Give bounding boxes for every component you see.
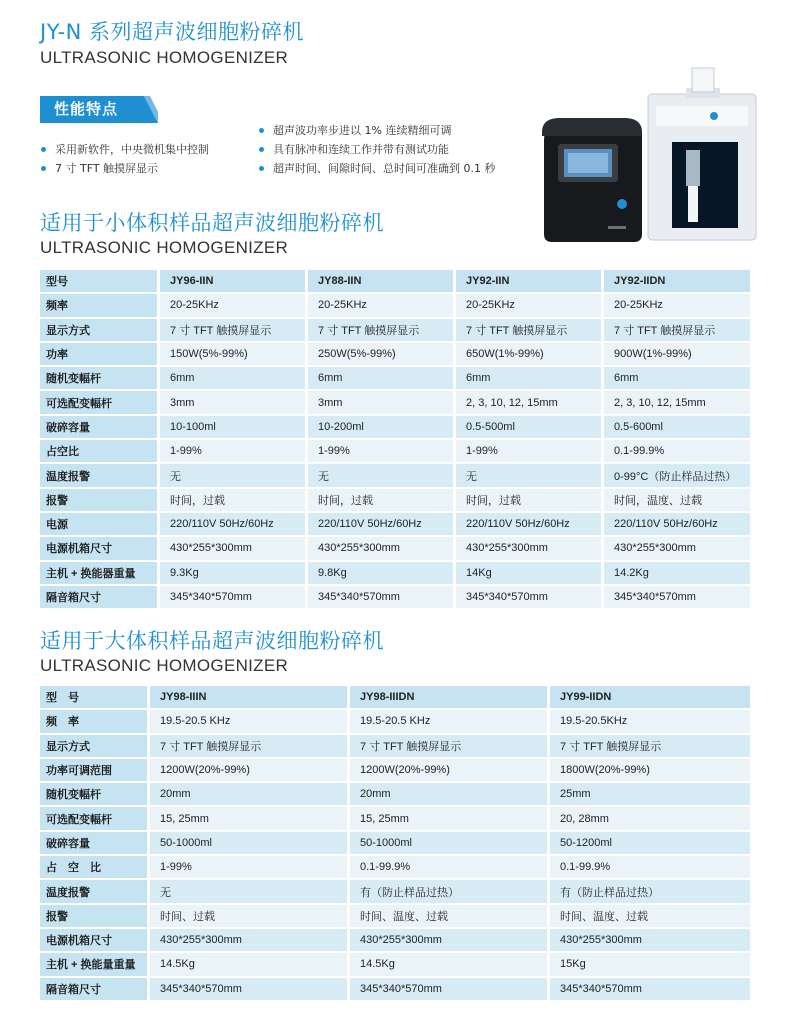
- model-name: JY96-IIN: [160, 270, 308, 294]
- table-cell: 20-25KHz: [456, 294, 604, 318]
- table-row: [40, 464, 753, 488]
- table-cell: 时间，过载: [308, 489, 456, 513]
- table-cell: 14.5Kg: [150, 953, 350, 977]
- table-cell: 有（防止样品过热）: [550, 880, 753, 904]
- table-cell: 900W(1%-99%): [604, 343, 753, 367]
- table-row: [40, 735, 753, 759]
- row-label: 电源: [40, 513, 160, 537]
- row-label: 占 空 比: [40, 856, 150, 880]
- row-label: 报警: [40, 905, 150, 929]
- table-row: [40, 537, 753, 561]
- table-row: [40, 832, 753, 856]
- row-label: 主机 + 换能器重量: [40, 562, 160, 586]
- table-cell: 时间、温度、过载: [550, 905, 753, 929]
- feature-item: 采用新软件，中央微机集中控制: [40, 140, 209, 159]
- table-row: [40, 783, 753, 807]
- spec-table-large: [40, 686, 753, 1002]
- table-cell: 25mm: [550, 783, 753, 807]
- table-cell: 9.3Kg: [160, 562, 308, 586]
- table-cell: 1-99%: [160, 440, 308, 464]
- table-cell: 6mm: [308, 367, 456, 391]
- table-cell: 19.5-20.5 KHz: [150, 710, 350, 734]
- table-cell: 10-200ml: [308, 416, 456, 440]
- table-cell: 7 寸 TFT 触摸屏显示: [308, 319, 456, 343]
- table-cell: 220/110V 50Hz/60Hz: [308, 513, 456, 537]
- table-cell: 7 寸 TFT 触摸屏显示: [160, 319, 308, 343]
- table-cell: 时间，温度、过载: [604, 489, 753, 513]
- table-cell: 3mm: [160, 391, 308, 415]
- features-list-left: [40, 140, 209, 178]
- row-label: 频率: [40, 294, 160, 318]
- table-header-row: [40, 270, 753, 294]
- table-cell: 时间、温度、过载: [350, 905, 550, 929]
- table-cell: 430*255*300mm: [550, 929, 753, 953]
- table-row: [40, 513, 753, 537]
- table-cell: 0.1-99.9%: [550, 856, 753, 880]
- table-cell: 14Kg: [456, 562, 604, 586]
- table-cell: 0.5-500ml: [456, 416, 604, 440]
- table-cell: 1200W(20%-99%): [150, 759, 350, 783]
- table-row: [40, 489, 753, 513]
- row-label: 型号: [40, 270, 160, 294]
- table-row: [40, 710, 753, 734]
- model-name: JY92-IIN: [456, 270, 604, 294]
- model-name: JY88-IIN: [308, 270, 456, 294]
- table-cell: 430*255*300mm: [604, 537, 753, 561]
- feature-item: 超声波功率步进以 1% 连续精细可调: [258, 121, 496, 140]
- feature-item: 超声时间、间隙时间、总时间可准确到 0.1 秒: [258, 159, 496, 178]
- row-label: 可选配变幅杆: [40, 807, 150, 831]
- table-row: [40, 562, 753, 586]
- model-name: JY98-IIIDN: [350, 686, 550, 710]
- table-cell: 15, 25mm: [350, 807, 550, 831]
- table-cell: 6mm: [604, 367, 753, 391]
- section-title-large: 适用于大体积样品超声波细胞粉碎机: [40, 629, 384, 653]
- table-cell: 345*340*570mm: [456, 586, 604, 610]
- table-row: [40, 953, 753, 977]
- table-cell: 220/110V 50Hz/60Hz: [456, 513, 604, 537]
- row-label: 频 率: [40, 710, 150, 734]
- table-cell: 19.5-20.5KHz: [550, 710, 753, 734]
- table-cell: 1-99%: [308, 440, 456, 464]
- section-subtitle-large: ULTRASONIC HOMOGENIZER: [40, 656, 289, 675]
- table-row: [40, 856, 753, 880]
- table-cell: 430*255*300mm: [160, 537, 308, 561]
- table-cell: 无: [456, 464, 604, 488]
- table-row: [40, 929, 753, 953]
- table-cell: 无: [150, 880, 350, 904]
- table-row: [40, 759, 753, 783]
- row-label: 隔音箱尺寸: [40, 978, 150, 1002]
- table-cell: 6mm: [456, 367, 604, 391]
- table-cell: 345*340*570mm: [308, 586, 456, 610]
- table-cell: 1800W(20%-99%): [550, 759, 753, 783]
- table-cell: 1-99%: [150, 856, 350, 880]
- table-cell: 430*255*300mm: [308, 537, 456, 561]
- table-row: [40, 440, 753, 464]
- table-cell: 20-25KHz: [308, 294, 456, 318]
- table-cell: 430*255*300mm: [456, 537, 604, 561]
- table-row: [40, 294, 753, 318]
- table-cell: 650W(1%-99%): [456, 343, 604, 367]
- table-row: [40, 586, 753, 610]
- table-cell: 7 寸 TFT 触摸屏显示: [150, 735, 350, 759]
- table-cell: 时间，过载: [160, 489, 308, 513]
- table-cell: 时间，过载: [456, 489, 604, 513]
- table-cell: 9.8Kg: [308, 562, 456, 586]
- spec-table-small: [40, 270, 753, 610]
- table-cell: 15Kg: [550, 953, 753, 977]
- features-badge-label: 性能特点: [54, 100, 119, 118]
- model-name: JY99-IIDN: [550, 686, 753, 710]
- table-cell: 345*340*570mm: [150, 978, 350, 1002]
- row-label: 功率: [40, 343, 160, 367]
- table-cell: 50-1000ml: [350, 832, 550, 856]
- table-cell: 3mm: [308, 391, 456, 415]
- section-title-small: 适用于小体积样品超声波细胞粉碎机: [40, 211, 384, 235]
- model-name: JY92-IIDN: [604, 270, 753, 294]
- row-label: 报警: [40, 489, 160, 513]
- table-cell: 6mm: [160, 367, 308, 391]
- table-cell: 7 寸 TFT 触摸屏显示: [456, 319, 604, 343]
- table-cell: 0-99°C（防止样品过热）: [604, 464, 753, 488]
- table-row: [40, 978, 753, 1002]
- features-badge: [40, 96, 158, 123]
- product-image: [538, 66, 768, 246]
- table-cell: 14.2Kg: [604, 562, 753, 586]
- table-row: [40, 416, 753, 440]
- table-row: [40, 343, 753, 367]
- table-cell: 14.5Kg: [350, 953, 550, 977]
- table-row: [40, 319, 753, 343]
- table-header-row: [40, 686, 753, 710]
- table-cell: 20mm: [350, 783, 550, 807]
- table-cell: 0.5-600ml: [604, 416, 753, 440]
- table-cell: 20, 28mm: [550, 807, 753, 831]
- table-cell: 15, 25mm: [150, 807, 350, 831]
- table-cell: 1200W(20%-99%): [350, 759, 550, 783]
- row-label: 显示方式: [40, 319, 160, 343]
- table-cell: 345*340*570mm: [550, 978, 753, 1002]
- table-cell: 345*340*570mm: [350, 978, 550, 1002]
- row-label: 电源机箱尺寸: [40, 929, 150, 953]
- table-cell: 0.1-99.9%: [350, 856, 550, 880]
- table-cell: 20-25KHz: [604, 294, 753, 318]
- table-row: [40, 880, 753, 904]
- features-list-right: [258, 121, 496, 178]
- row-label: 随机变幅杆: [40, 783, 150, 807]
- table-cell: 2, 3, 10, 12, 15mm: [456, 391, 604, 415]
- table-cell: 220/110V 50Hz/60Hz: [160, 513, 308, 537]
- table-cell: 2, 3, 10, 12, 15mm: [604, 391, 753, 415]
- page-subtitle: ULTRASONIC HOMOGENIZER: [40, 48, 289, 67]
- row-label: 功率可调范围: [40, 759, 150, 783]
- table-cell: 50-1200ml: [550, 832, 753, 856]
- table-cell: 7 寸 TFT 触摸屏显示: [604, 319, 753, 343]
- row-label: 破碎容量: [40, 832, 150, 856]
- row-label: 隔音箱尺寸: [40, 586, 160, 610]
- row-label: 显示方式: [40, 735, 150, 759]
- table-cell: 10-100ml: [160, 416, 308, 440]
- row-label: 主机 + 换能量重量: [40, 953, 150, 977]
- row-label: 占空比: [40, 440, 160, 464]
- table-cell: 345*340*570mm: [160, 586, 308, 610]
- table-cell: 345*340*570mm: [604, 586, 753, 610]
- section-subtitle-small: ULTRASONIC HOMOGENIZER: [40, 238, 289, 257]
- table-cell: 无: [308, 464, 456, 488]
- feature-item: 具有脉冲和连续工作并带有测试功能: [258, 140, 496, 159]
- table-cell: 430*255*300mm: [350, 929, 550, 953]
- row-label: 可选配变幅杆: [40, 391, 160, 415]
- table-cell: 1-99%: [456, 440, 604, 464]
- table-row: [40, 391, 753, 415]
- page-title: JY-N 系列超声波细胞粉碎机: [40, 20, 304, 44]
- row-label: 破碎容量: [40, 416, 160, 440]
- row-label: 温度报警: [40, 464, 160, 488]
- row-label: 电源机箱尺寸: [40, 537, 160, 561]
- table-cell: 有（防止样品过热）: [350, 880, 550, 904]
- table-cell: 150W(5%-99%): [160, 343, 308, 367]
- feature-item: 7 寸 TFT 触摸屏显示: [40, 159, 209, 178]
- model-name: JY98-IIIN: [150, 686, 350, 710]
- row-label: 型 号: [40, 686, 150, 710]
- table-cell: 250W(5%-99%): [308, 343, 456, 367]
- row-label: 温度报警: [40, 880, 150, 904]
- table-cell: 无: [160, 464, 308, 488]
- table-row: [40, 807, 753, 831]
- table-cell: 20mm: [150, 783, 350, 807]
- table-cell: 220/110V 50Hz/60Hz: [604, 513, 753, 537]
- table-cell: 430*255*300mm: [150, 929, 350, 953]
- table-cell: 7 寸 TFT 触摸屏显示: [350, 735, 550, 759]
- table-cell: 19.5-20.5 KHz: [350, 710, 550, 734]
- table-row: [40, 367, 753, 391]
- row-label: 随机变幅杆: [40, 367, 160, 391]
- table-cell: 时间、过载: [150, 905, 350, 929]
- table-cell: 7 寸 TFT 触摸屏显示: [550, 735, 753, 759]
- table-cell: 50-1000ml: [150, 832, 350, 856]
- table-cell: 0.1-99.9%: [604, 440, 753, 464]
- table-row: [40, 905, 753, 929]
- table-cell: 20-25KHz: [160, 294, 308, 318]
